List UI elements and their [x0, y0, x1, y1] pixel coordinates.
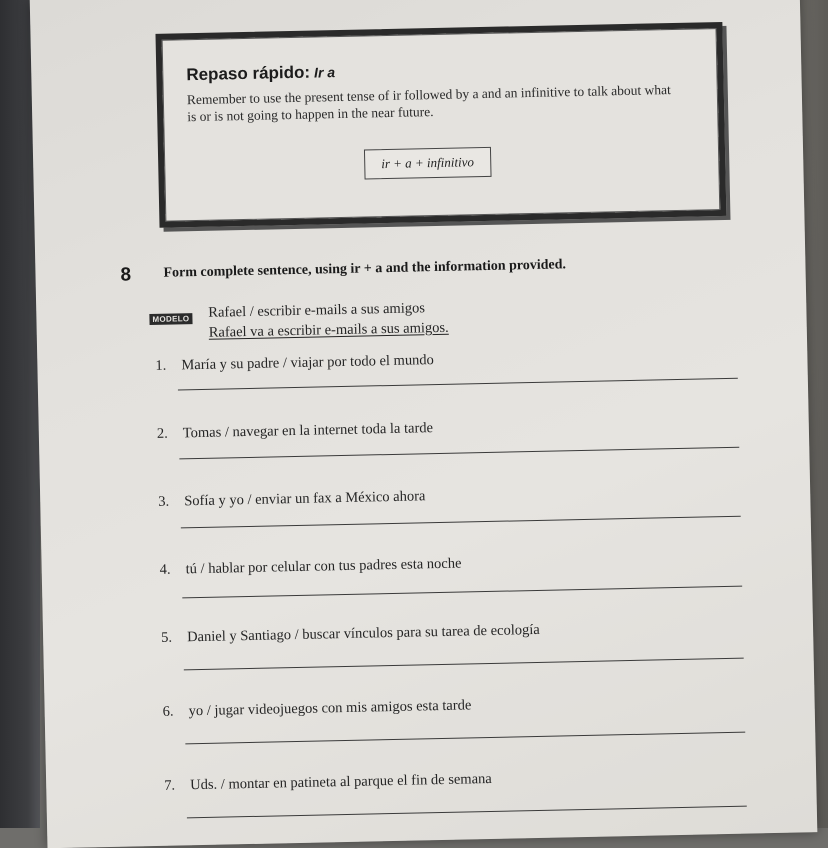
- formula-box: ir + a + infinitivo: [364, 147, 491, 180]
- item-number: 3.: [158, 493, 170, 510]
- exercise-number: 8: [120, 264, 132, 286]
- item-text: Tomas / navegar en la internet toda la tarde: [182, 420, 434, 442]
- answer-line[interactable]: [179, 447, 739, 460]
- item-number: 2.: [156, 425, 168, 442]
- modelo-badge: MODELO: [149, 313, 192, 325]
- exercise-item: [158, 488, 425, 511]
- item-text: Sofía y yo / enviar un fax a México ahora: [184, 488, 426, 510]
- answer-line[interactable]: [184, 658, 744, 671]
- answer-line[interactable]: [182, 586, 742, 599]
- item-number: 6.: [162, 703, 174, 720]
- review-title-topic: Ir a: [313, 64, 336, 81]
- answer-line[interactable]: [181, 516, 741, 529]
- item-text: Uds. / montar en patineta al parque el fin de semana: [190, 770, 492, 794]
- item-number: 1.: [155, 357, 167, 374]
- exercise-item: [163, 697, 472, 720]
- answer-line[interactable]: [178, 378, 738, 391]
- review-title: [186, 62, 335, 85]
- item-text: yo / jugar videojuegos con mis amigos esta tarde: [188, 697, 472, 720]
- item-number: 7.: [164, 777, 176, 794]
- modelo-answer: Rafael va a escribir e-mails a sus amigos.: [208, 319, 449, 341]
- modelo-prompt: Rafael / escribir e-mails a sus amigos: [208, 300, 426, 321]
- exercise-item: [161, 622, 540, 647]
- review-box: [155, 22, 726, 228]
- exercise-item: [160, 556, 462, 579]
- answer-line[interactable]: [187, 806, 747, 819]
- item-text: tú / hablar por celular con tus padres esta noche: [185, 555, 462, 578]
- exercise-instruction: Form complete sentence, using ir + a and the information provided.: [163, 257, 567, 281]
- item-number: 4.: [159, 561, 171, 578]
- exercise-item: [164, 771, 492, 795]
- worksheet-page: [30, 0, 818, 848]
- exercise-item: [157, 420, 434, 443]
- answer-line[interactable]: [185, 732, 745, 745]
- item-number: 5.: [160, 629, 173, 646]
- item-text: María y su padre / viajar por todo el mundo: [181, 352, 435, 374]
- item-text: Daniel y Santiago / buscar vínculos para su tarea de ecología: [186, 621, 540, 646]
- exercise-item: [155, 352, 434, 375]
- review-text: Remember to use the present tense of ir followed by a and an infinitive to talk about what is or is not going to happen in the near future.: [186, 82, 671, 125]
- review-title-label: Repaso rápido:: [186, 62, 311, 85]
